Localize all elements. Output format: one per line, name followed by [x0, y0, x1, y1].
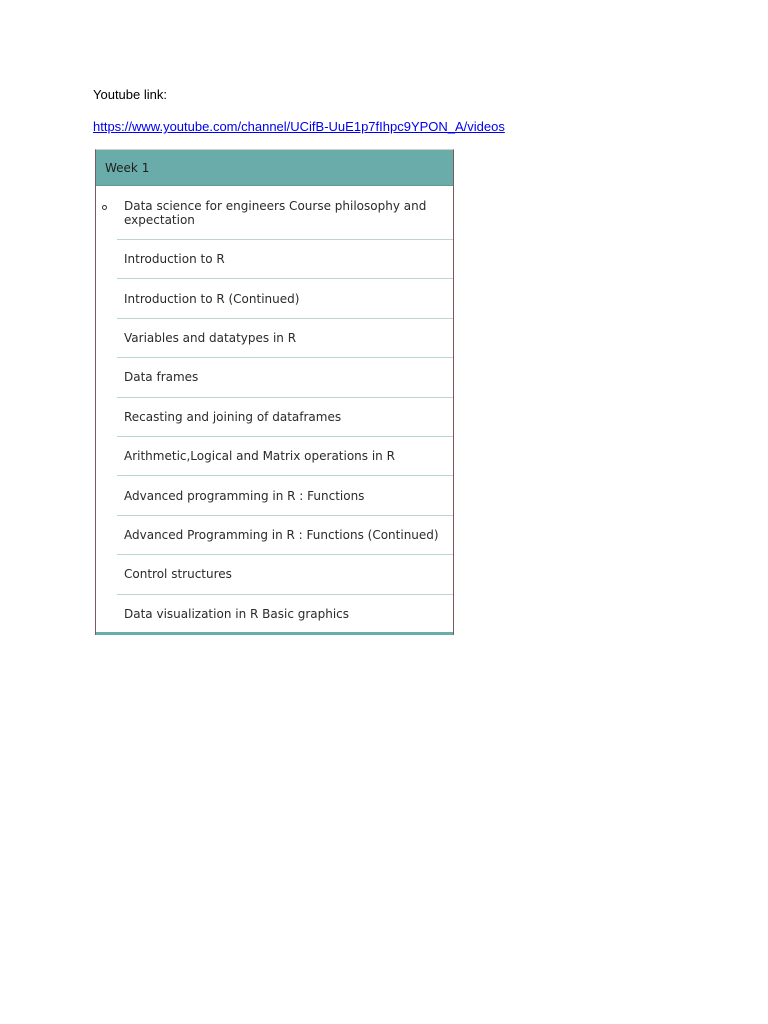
lesson-item[interactable] [117, 516, 453, 555]
lesson-label: Introduction to R [124, 252, 225, 267]
lesson-item[interactable] [117, 476, 453, 515]
lesson-label: Introduction to R (Continued) [124, 291, 300, 306]
lesson-label: Variables and datatypes in R [124, 330, 297, 345]
lesson-list [96, 186, 453, 634]
lesson-label: Data science for engineers Course philosophy and expectation [124, 198, 427, 227]
lesson-label: Control structures [124, 567, 232, 582]
lesson-item[interactable] [117, 398, 453, 437]
week-header: Week 1 [96, 150, 453, 186]
panel-bottom-border [96, 632, 453, 635]
lesson-item[interactable] [117, 319, 453, 358]
lesson-label: Data frames [124, 370, 199, 385]
youtube-channel-link[interactable]: https://www.youtube.com/channel/UCifB-UuE1p7fIhpc9YPON_A/videos [93, 119, 505, 134]
lesson-item[interactable] [117, 186, 453, 240]
lesson-label: Advanced programming in R : Functions [124, 488, 365, 503]
lesson-label: Advanced Programming in R : Functions (Continued) [124, 527, 439, 542]
week-lesson-panel [95, 149, 454, 635]
lesson-label: Arithmetic,Logical and Matrix operations in R [124, 449, 395, 464]
lesson-item[interactable] [117, 279, 453, 318]
lesson-label: Data visualization in R Basic graphics [124, 607, 350, 622]
bullet-icon [102, 205, 107, 210]
lesson-item[interactable] [117, 240, 453, 279]
lesson-item[interactable] [117, 437, 453, 476]
lesson-item[interactable] [117, 555, 453, 594]
youtube-link-label: Youtube link: [93, 87, 167, 102]
lesson-item[interactable] [117, 358, 453, 397]
lesson-label: Recasting and joining of dataframes [124, 409, 342, 424]
lesson-item[interactable] [117, 595, 453, 634]
